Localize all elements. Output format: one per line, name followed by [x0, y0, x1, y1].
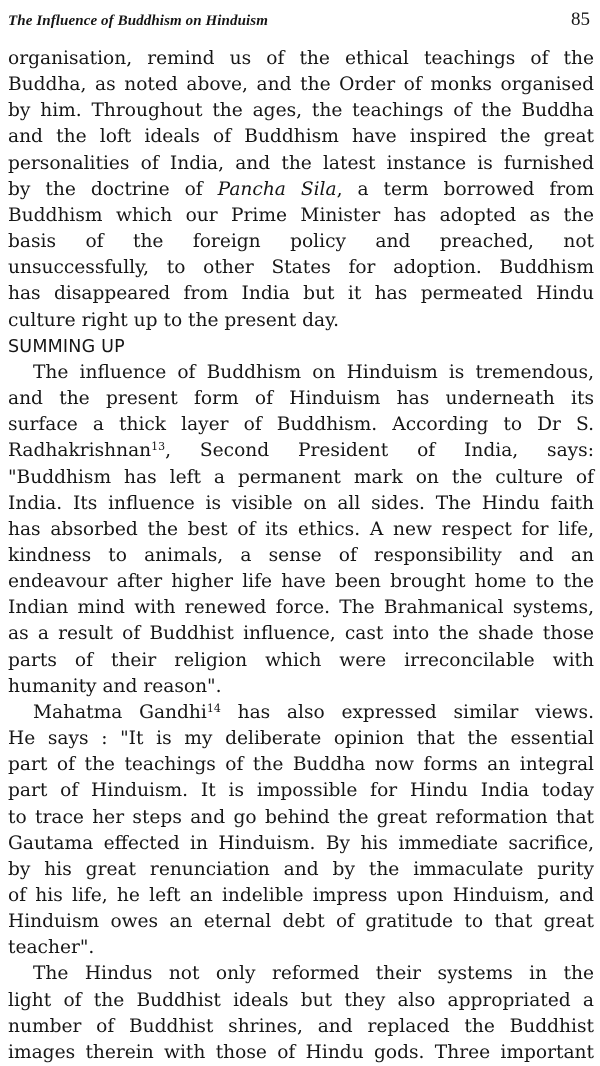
text-line: India. Its influence is visible on all sides. The Hindu faith — [8, 492, 594, 514]
footnote-ref: 14 — [206, 701, 221, 715]
text-line: The influence of Buddhism on Hinduism is tremendous, — [33, 361, 594, 383]
paragraph-summing-up — [8, 360, 594, 700]
text-line: light of the Buddhist ideals but they also appropriated a — [8, 989, 594, 1011]
text-fragment: , a term borrowed from — [336, 178, 595, 200]
section-heading: SUMMING UP — [8, 336, 125, 357]
text-fragment: , Second President of India, says: — [165, 440, 594, 462]
text-line: by him. Throughout the ages, the teachings of the Buddha — [8, 100, 594, 122]
text-line: "Buddhism has left a permanent mark on the culture of — [8, 466, 594, 488]
text-fragment: by the doctrine of — [8, 178, 218, 200]
text-line: part of the teachings of the Buddha now forms an integral — [8, 754, 594, 776]
text-line: personalities of India, and the latest instance is furnished — [8, 152, 594, 174]
text-line: as a result of Buddhist influence, cast into the shade those — [8, 623, 594, 645]
text-line: has disappeared from India but it has permeated Hindu — [8, 283, 594, 305]
text-line: parts of their religion which were irreconcilable with — [8, 649, 594, 671]
text-line: of his life, he left an indelible impress upon Hinduism, and — [8, 885, 594, 906]
pancha-sila-term: Pancha Sila — [217, 178, 337, 200]
text-line: kindness to animals, a sense of responsibility and an — [8, 544, 594, 566]
text-line: humanity and reason". — [8, 675, 222, 697]
running-title: The Influence of Buddhism on Hinduism — [8, 13, 269, 29]
text-line: Buddhism which our Prime Minister has adopted as the — [8, 204, 594, 226]
text-line — [8, 438, 594, 464]
text-fragment: Radhakrishnan — [8, 440, 152, 462]
text-line: culture right up to the present day. — [8, 309, 340, 331]
text-line: Hinduism owes an eternal debt of gratitude to that great — [8, 911, 594, 933]
text-line: teacher". — [8, 937, 95, 959]
text-line: Buddha, as noted above, and the Order of monks organised — [8, 74, 594, 96]
page-body — [8, 46, 594, 1066]
paragraph-continuation — [8, 46, 594, 334]
footnote-ref: 13 — [151, 440, 166, 454]
text-line: The Hindus not only reformed their systems in the — [33, 963, 594, 985]
running-header — [8, 9, 590, 31]
text-line — [8, 177, 594, 203]
text-line: Indian mind with renewed force. The Brahmanical systems, — [8, 597, 594, 619]
text-line: basis of the foreign policy and preached, not — [8, 231, 594, 253]
text-line: surface a thick layer of Buddhism. According to Dr S. — [8, 414, 594, 436]
text-line: to trace her steps and go behind the great reformation that — [8, 806, 594, 828]
text-line: images therein with those of Hindu gods. Three important — [8, 1041, 594, 1063]
text-line: number of Buddhist shrines, and replaced the Buddhist — [8, 1015, 594, 1037]
text-line: endeavour after higher life have been brought home to the — [8, 571, 594, 593]
paragraph-gandhi — [8, 700, 594, 962]
text-line: has absorbed the best of its ethics. A new respect for life, — [8, 518, 594, 540]
text-line — [8, 700, 594, 726]
text-fragment: Mahatma Gandhi — [33, 701, 207, 723]
text-line: part of Hinduism. It is impossible for Hindu India today — [8, 780, 594, 802]
text-line: organisation, remind us of the ethical teachings of the — [8, 48, 594, 69]
page-number: 85 — [571, 9, 590, 30]
text-line: Gautama effected in Hinduism. By his immediate sacrifice, — [8, 832, 594, 854]
text-line: and the loft ideals of Buddhism have inspired the great — [8, 126, 594, 148]
text-line: by his great renunciation and by the immaculate purity — [8, 858, 594, 880]
text-line: He says : "It is my deliberate opinion that the essential — [8, 728, 594, 750]
paragraph-shrines — [8, 961, 594, 1066]
text-line: and the present form of Hinduism has underneath its — [8, 388, 594, 410]
text-fragment: has also expressed similar views. — [220, 701, 594, 723]
text-line: unsuccessfully, to other States for adoption. Buddhism — [8, 257, 594, 279]
